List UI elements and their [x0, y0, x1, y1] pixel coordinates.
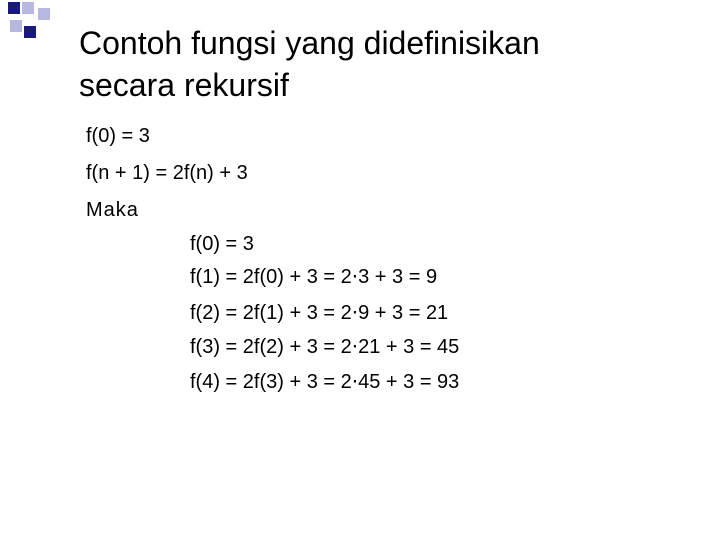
deco-square-dark [8, 2, 20, 14]
result-line-f2: f(2) = 2f(1) + 3 = 2⋅9 + 3 = 21 [190, 302, 449, 324]
definition-recursive-step: f(n + 1) = 2f(n) + 3 [86, 162, 248, 184]
slide-title-line2: secara rekursif [79, 67, 289, 103]
result-line-f4: f(4) = 2f(3) + 3 = 2⋅45 + 3 = 93 [190, 371, 460, 393]
deco-square-light [22, 2, 34, 14]
deco-square-dark [24, 26, 36, 38]
then-label: Maka [86, 199, 139, 221]
slide-title-line1: Contoh fungsi yang didefinisikan [79, 25, 540, 61]
result-line-f3: f(3) = 2f(2) + 3 = 2⋅21 + 3 = 45 [190, 336, 460, 358]
slide-title [79, 22, 699, 106]
decorative-squares [0, 0, 60, 44]
definition-base-case: f(0) = 3 [86, 125, 150, 147]
deco-square-light [38, 8, 50, 20]
result-line-f0: f(0) = 3 [190, 233, 254, 255]
result-line-f1: f(1) = 2f(0) + 3 = 2⋅3 + 3 = 9 [190, 266, 438, 288]
deco-square-light [10, 20, 22, 32]
